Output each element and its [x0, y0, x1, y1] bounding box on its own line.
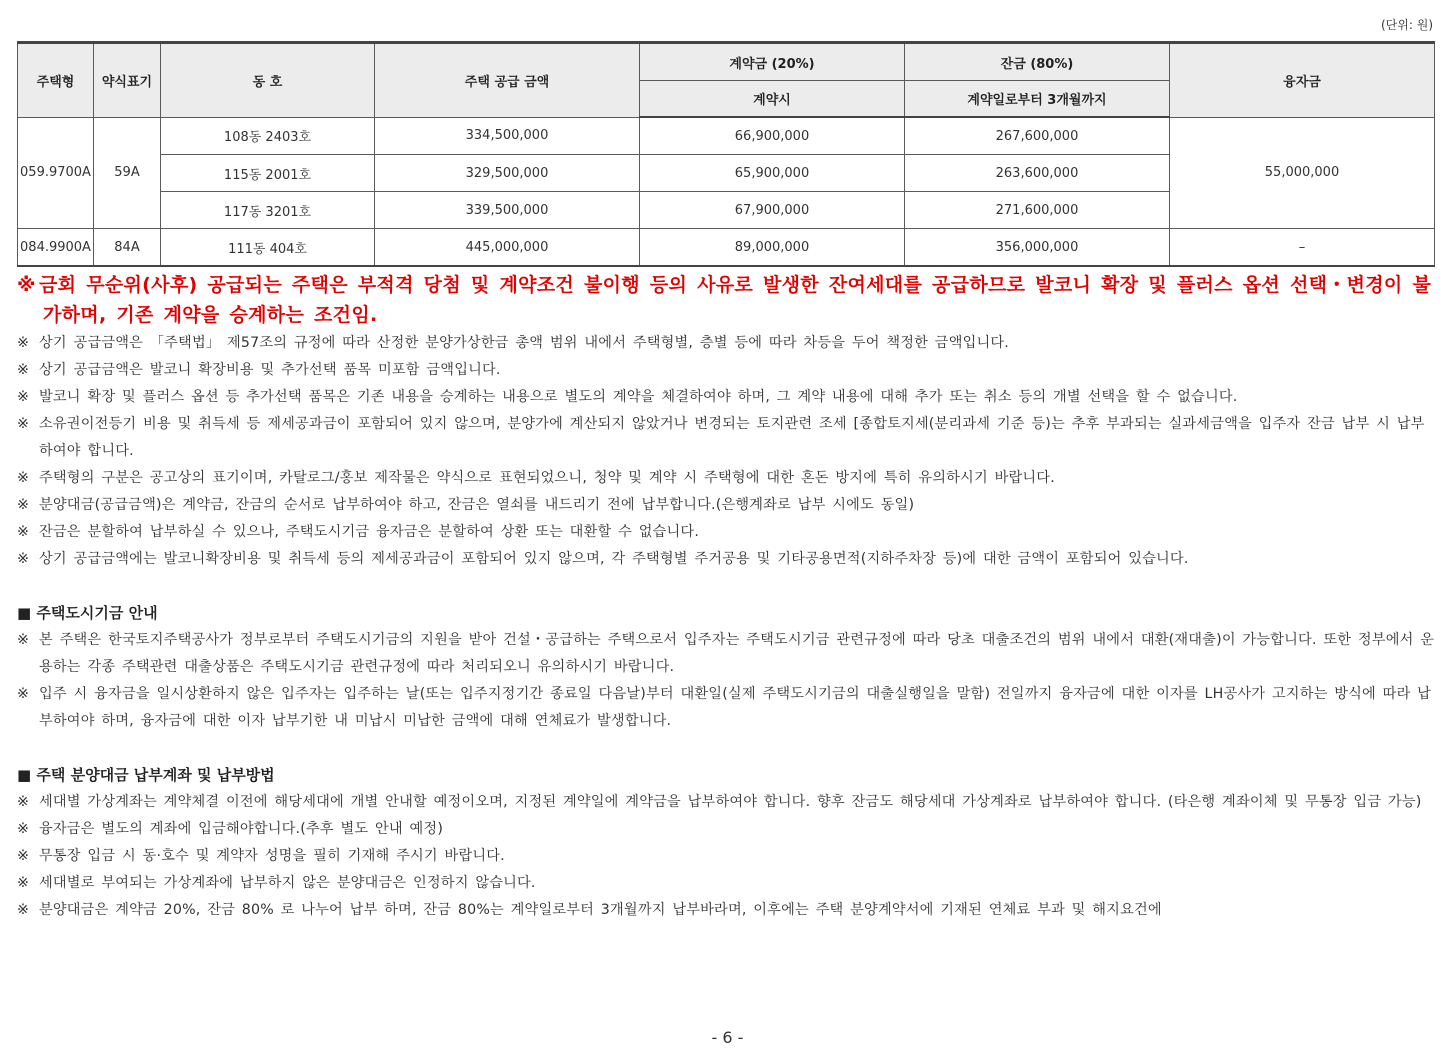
header-balance-sub: 계약일로부터 3개월까지: [905, 81, 1170, 118]
cell-unit: 111동 404호: [161, 229, 375, 267]
square-bullet-icon: ■: [17, 604, 32, 622]
cell-balance: 356,000,000: [905, 229, 1170, 267]
header-balance: 잔금 (80%): [905, 43, 1170, 81]
cell-unit: 108동 2403호: [161, 117, 375, 155]
note-text: 본 주택은 한국토지주택공사가 정부로부터 주택도시기금의 지원을 받아 건설・공급하는 주택으로서 입주자는 주택도시기금 관련규정에 따라 당초 대출조건의 범위 내에서 대환(재대출)이 가능합니다. 또한 정부에서 운용하는 각종 주택관련 대출상품은 주택도시기금 관련규정에 따라 처리되오니 유의하시기 바랍니다.: [39, 632, 1435, 675]
list-item: [17, 681, 1437, 735]
note-mark: ※: [17, 632, 30, 648]
red-notice: [17, 270, 1437, 330]
cell-price: 329,500,000: [375, 155, 640, 192]
list-item: [17, 357, 1437, 384]
fund-section-title: ■ 주택도시기금 안내: [17, 604, 158, 622]
note-text: 분양대금(공급금액)은 계약금, 잔금의 순서로 납부하여야 하고, 잔금은 열쇠를 내드리기 전에 납부합니다.(은행계좌로 납부 시에도 동일): [39, 497, 915, 513]
table-row: [18, 229, 1435, 267]
cell-unit: 115동 2001호: [161, 155, 375, 192]
cell-loan: 55,000,000: [1170, 117, 1435, 229]
cell-type: 084.9900A: [18, 229, 94, 267]
note-text: 입주 시 융자금을 일시상환하지 않은 입주자는 입주하는 날(또는 입주지정기간 종료일 다음날)부터 대환일(실제 주택도시기금의 대출실행일을 말함) 전일까지 융자금에 대한 이자를 LH공사가 고지하는 방식에 따라 납부하여야 하며, 융자금에 대한 이자 납부기한 내 미납시 미납한 금액에 대해 연체료가 발생합니다.: [39, 686, 1432, 729]
header-deposit-sub: 계약시: [640, 81, 905, 118]
note-mark: ※: [17, 524, 30, 540]
note-mark: ※: [17, 470, 30, 486]
list-item: [17, 816, 1437, 843]
list-item: [17, 492, 1437, 519]
cell-balance: 267,600,000: [905, 117, 1170, 155]
list-item: [17, 546, 1437, 573]
list-item: [17, 843, 1437, 870]
note-mark: ※: [17, 794, 30, 810]
cell-deposit: 65,900,000: [640, 155, 905, 192]
note-text: 융자금은 별도의 계좌에 입금해야합니다.(추후 별도 안내 예정): [39, 821, 444, 837]
note-text: 상기 공급금액에는 발코니확장비용 및 취득세 등의 제세공과금이 포함되어 있지 않으며, 각 주택형별 주거공용 및 기타공용면적(지하주차장 등)에 대한 금액이 포함되어 있습니다.: [39, 551, 1189, 567]
header-unit: 동 호: [161, 43, 375, 118]
cell-balance: 271,600,000: [905, 192, 1170, 229]
list-item: [17, 789, 1437, 816]
list-item: [17, 870, 1437, 897]
note-mark: ※: [17, 902, 30, 918]
note-text: 잔금은 분할하여 납부하실 수 있으나, 주택도시기금 융자금은 분할하여 상환 또는 대환할 수 없습니다.: [39, 524, 700, 540]
note-mark: ※: [17, 362, 30, 378]
list-item: [17, 627, 1437, 681]
cell-price: 445,000,000: [375, 229, 640, 267]
note-text: 분양대금은 계약금 20%, 잔금 80% 로 나누어 납부 하며, 잔금 80%는 계약일로부터 3개월까지 납부바라며, 이후에는 주택 분양계약서에 기재된 연체료 부과 및 해지요건에: [39, 902, 1162, 918]
list-item: [17, 519, 1437, 546]
cell-deposit: 89,000,000: [640, 229, 905, 267]
cell-short: 84A: [94, 229, 161, 267]
note-mark: ※: [17, 686, 30, 702]
payment-section-title: ■ 주택 분양대금 납부계좌 및 납부방법: [17, 766, 275, 784]
note-text: 세대별로 부여되는 가상계좌에 납부하지 않은 분양대금은 인정하지 않습니다.: [39, 875, 536, 891]
header-price: 주택 공급 금액: [375, 43, 640, 118]
header-deposit: 계약금 (20%): [640, 43, 905, 81]
list-item: [17, 465, 1437, 492]
note-text: 소유권이전등기 비용 및 취득세 등 제세공과금이 포함되어 있지 않으며, 분양가에 계산되지 않았거나 변경되는 토지관련 조세 [종합토지세(분리과세 기준 등)는 추후 부과되는 실과세금액을 입주자 잔금 납부 시 납부하여야 합니다.: [39, 416, 1425, 459]
list-item: [17, 384, 1437, 411]
note-text: 주택형의 구분은 공고상의 표기이며, 카탈로그/홍보 제작물은 약식으로 표현되었으니, 청약 및 계약 시 주택형에 대한 혼돈 방지에 특히 유의하시기 바랍니다.: [39, 470, 1055, 486]
header-type: 주택형: [18, 43, 94, 118]
cell-type: 059.9700A: [18, 117, 94, 229]
square-bullet-icon: ■: [17, 766, 32, 784]
note-mark: ※: [17, 274, 36, 296]
note-mark: ※: [17, 497, 30, 513]
note-text: 상기 공급금액은 발코니 확장비용 및 추가선택 품목 미포함 금액입니다.: [39, 362, 501, 378]
cell-loan: –: [1170, 229, 1435, 267]
cell-price: 339,500,000: [375, 192, 640, 229]
cell-unit: 117동 3201호: [161, 192, 375, 229]
note-mark: ※: [17, 821, 30, 837]
cell-balance: 263,600,000: [905, 155, 1170, 192]
note-text: 세대별 가상계좌는 계약체결 이전에 해당세대에 개별 안내할 예정이오며, 지정된 계약일에 계약금을 납부하여야 합니다. 향후 잔금도 해당세대 가상계좌로 납부하여야 합니다. (타은행 계좌이체 및 무통장 입금 가능): [39, 794, 1422, 810]
note-mark: ※: [17, 335, 30, 351]
note-mark: ※: [17, 551, 30, 567]
list-item: [17, 897, 1437, 924]
header-short: 약식표기: [94, 43, 161, 118]
header-loan: 융자금: [1170, 43, 1435, 118]
note-text: 상기 공급금액은 「주택법」 제57조의 규정에 따라 산정한 분양가상한금 총액 범위 내에서 주택형별, 층별 등에 따라 차등을 두어 책정한 금액입니다.: [39, 335, 1010, 351]
cell-price: 334,500,000: [375, 117, 640, 155]
unit-label: (단위: 원): [1381, 18, 1433, 32]
note-mark: ※: [17, 416, 30, 432]
note-mark: ※: [17, 848, 30, 864]
cell-deposit: 66,900,000: [640, 117, 905, 155]
supply-price-table: [17, 41, 1435, 267]
page-number: - 6 -: [711, 1028, 744, 1047]
note-text: 무통장 입금 시 동·호수 및 계약자 성명을 필히 기재해 주시기 바랍니다.: [39, 848, 505, 864]
note-mark: ※: [17, 389, 30, 405]
notes-section: [17, 270, 1437, 924]
note-text: 발코니 확장 및 플러스 옵션 등 추가선택 품목은 기존 내용을 승계하는 내용으로 별도의 계약을 체결하여야 하며, 그 계약 내용에 대해 추가 또는 취소 등의 개별 선택을 할 수 없습니다.: [39, 389, 1238, 405]
table-row: [18, 117, 1435, 155]
red-notice-text: 금회 무순위(사후) 공급되는 주택은 부적격 당첨 및 계약조건 불이행 등의 사유로 발생한 잔여세대를 공급하므로 발코니 확장 및 플러스 옵션 선택・변경이 불가하며, 기존 계약을 승계하는 조건임.: [39, 274, 1432, 326]
cell-deposit: 67,900,000: [640, 192, 905, 229]
list-item: [17, 330, 1437, 357]
cell-short: 59A: [94, 117, 161, 229]
note-mark: ※: [17, 875, 30, 891]
list-item: [17, 411, 1437, 465]
